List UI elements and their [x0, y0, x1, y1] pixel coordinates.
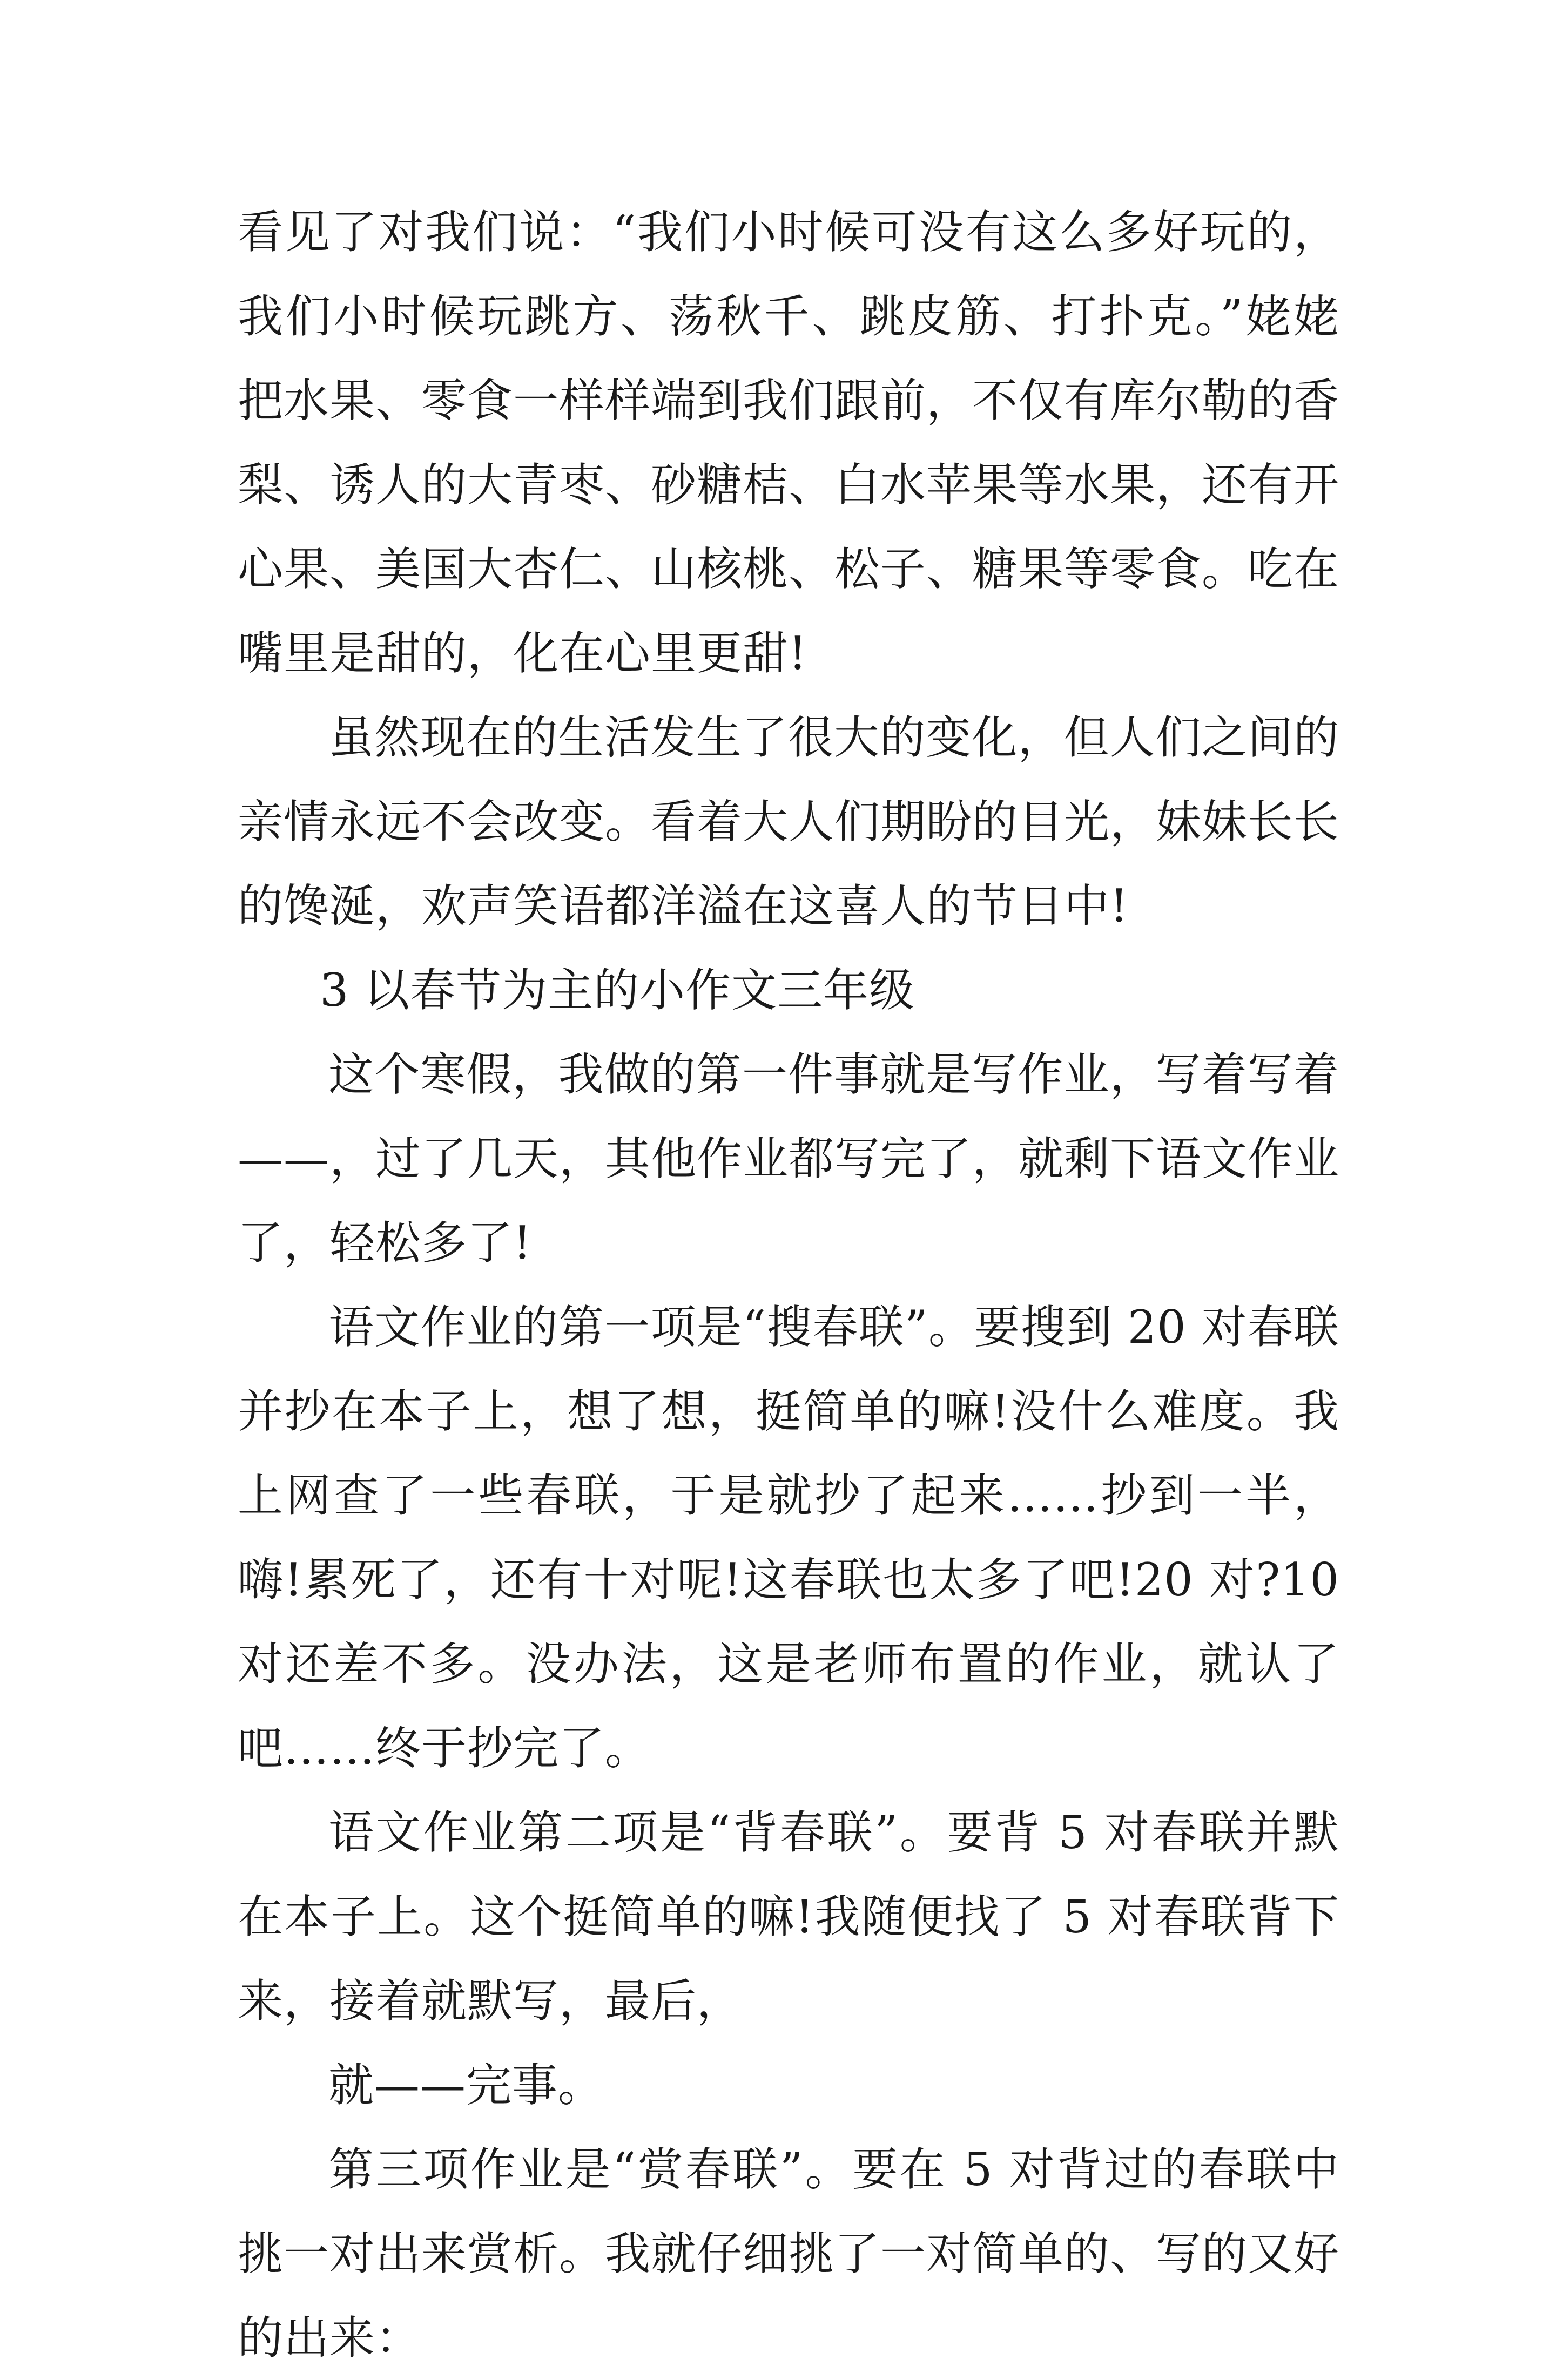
paragraph-done: 就——完事。 — [328, 2059, 604, 2112]
document-body — [238, 190, 1339, 2380]
paragraph-search-couplets: 语文作业的第一项是“搜春联”。要搜到 20 对春联并抄在本子上，想了想，挺简单的嘛!没什么难度。我上网查了一些春联，于是就抄了起来……抄到一半，嗨!累死了，还有十对呢!这春联也太多了吧!20 对?10 对还差不多。没办法，这是老师布置的作业，就认了吧……终于抄完了。 — [238, 1301, 1339, 1775]
paragraph-continuation: 看见了对我们说：“我们小时候可没有这么多好玩的，我们小时候玩跳方、荡秋千、跳皮筋、打扑克。”姥姥把水果、零食一样样端到我们跟前，不仅有库尔勒的香梨、诱人的大青枣、砂糖桔、白水苹果等水果，还有开心果、美国大杏仁、山核桃、松子、糖果等零食。吃在嘴里是甜的，化在心里更甜! — [238, 206, 1340, 680]
paragraph-appreciate-couplets: 第三项作业是“赏春联”。要在 5 对背过的春联中挑一对出来赏析。我就仔细挑了一对简单的、写的又好的出来： — [238, 2143, 1340, 2364]
paragraph-family-affection: 虽然现在的生活发生了很大的变化，但人们之间的亲情永远不会改变。看着大人们期盼的目光，妹妹长长的馋涎，欢声笑语都洋溢在这喜人的节日中! — [238, 711, 1340, 932]
section-heading: 3 以春节为主的小作文三年级 — [320, 964, 915, 1017]
paragraph-recite-couplets: 语文作业第二项是“背春联”。要背 5 对春联并默在本子上。这个挺简单的嘛!我随便找了 5 对春联背下来，接着就默写，最后， — [238, 1806, 1339, 2027]
paragraph-winter-homework: 这个寒假，我做的第一件事就是写作业，写着写着——，过了几天，其他作业都写完了，就剩下语文作业了，轻松多了! — [238, 1048, 1340, 1269]
